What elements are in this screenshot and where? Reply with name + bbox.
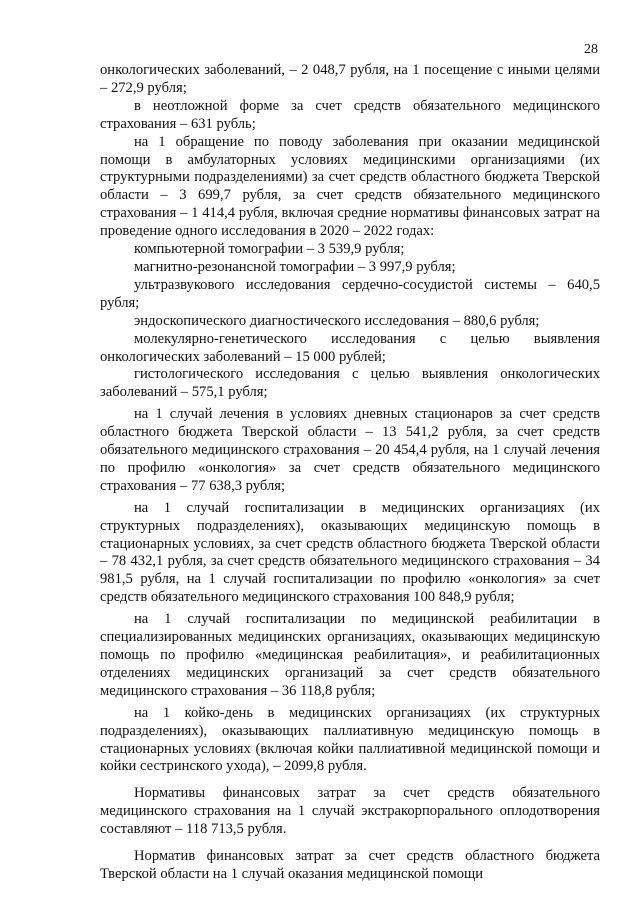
paragraph: на 1 случай лечения в условиях дневных стационаров за счет средств областного бюджета Тверской области – 13 541,2 рубля, за счет средств обязательного медицинского страхования – 20 454,4 рубля, на 1 случай лечения по профилю «онкология» за счет средств обязательного медицинского страхования – 77 638,3 рубля; bbox=[100, 406, 600, 494]
paragraph: в неотложной форме за счет средств обязательного медицинского страхования – 631 рубль; bbox=[100, 97, 600, 132]
list-item: компьютерной томографии – 3 539,9 рубля; bbox=[134, 241, 405, 258]
list-item: гистологического исследования с целью выявления онкологических заболеваний – 575,1 рубля; bbox=[100, 366, 600, 401]
paragraph: на 1 случай госпитализации в медицинских организациях (их структурных подразделениях), оказывающих медицинскую помощь в стационарных условиях, за счет средств областного бюджета Тверской области – 78 432,1 рубля, за счет средств обязательного медицинского страхования – 34 981,5 рубля, на 1 случай госпитализации по профилю «онкология» за счет средств обязательного медицинского страхования 100 848,9 рубля; bbox=[100, 499, 600, 606]
paragraph: онкологических заболеваний, – 2 048,7 рубля, на 1 посещение с иными целями – 272,9 рубля; bbox=[100, 62, 600, 96]
document-body bbox=[100, 62, 600, 884]
list-item: ультразвукового исследования сердечно-сосудистой системы – 640,5 рубля; bbox=[100, 276, 600, 311]
list-item: эндоскопического диагностического исследования – 880,6 рубля; bbox=[134, 312, 540, 329]
paragraph: на 1 койко-день в медицинских организациях (их структурных подразделениях), оказывающих паллиативную медицинскую помощь в стационарных условиях (включая койки паллиативной медицинской помощи и койки сестринского ухода), – 2099,8 рубля. bbox=[100, 704, 600, 775]
paragraph: на 1 обращение по поводу заболевания при оказании медицинской помощи в амбулаторных условиях медицинскими организациями (их структурными подразделениями) за счет средств областного бюджета Тверской области – 3 699,7 рубля, за счет средств обязательного медицинского страхования – 1 414,4 рубля, включая средние нормативы финансовых затрат на проведение одного исследования в 2020 – 2022 годах: bbox=[100, 133, 600, 240]
page-number: 28 bbox=[584, 42, 598, 57]
list-item: молекулярно-генетического исследования с целью выявления онкологических заболеваний – 15 000 рублей; bbox=[100, 330, 600, 365]
paragraph: на 1 случай госпитализации по медицинской реабилитации в специализированных медицинских организациях, оказывающих медицинскую помощь по профилю «медицинская реабилитация», и реабилитационных отделениях медицинских организаций за счет средств обязательного медицинского страхования – 36 118,8 рубля; bbox=[100, 611, 600, 699]
list-item: магнитно-резонансной томографии – 3 997,9 рубля; bbox=[134, 258, 456, 275]
paragraph: Норматив финансовых затрат за счет средств областного бюджета Тверской области на 1 случай оказания медицинской помощи bbox=[100, 848, 600, 882]
paragraph: Нормативы финансовых затрат за счет средств обязательного медицинского страхования на 1 случай экстракорпорального оплодотворения составляют – 118 713,5 рубля. bbox=[100, 785, 600, 838]
